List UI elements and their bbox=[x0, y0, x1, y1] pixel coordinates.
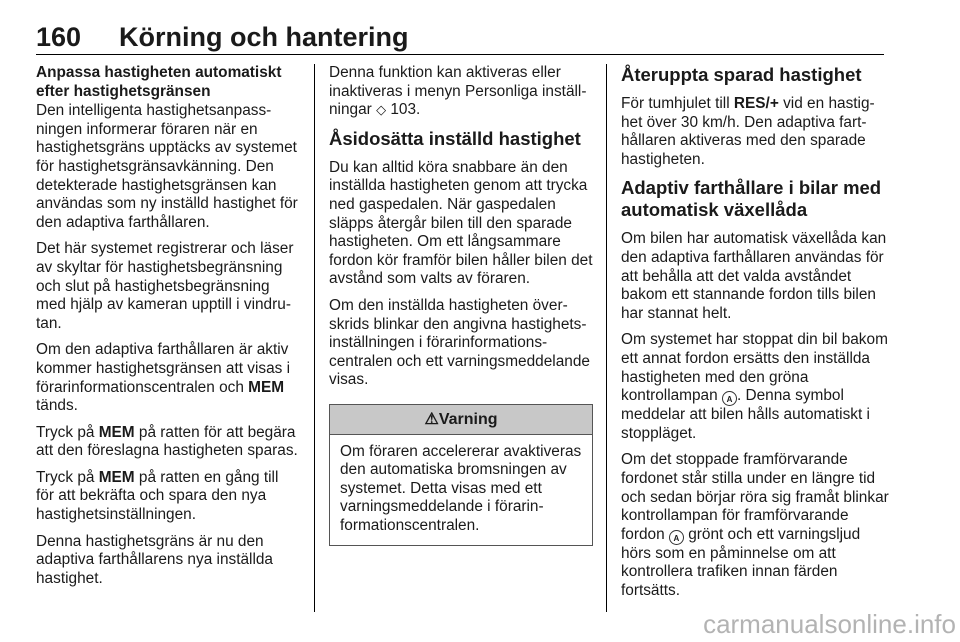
page-number: 160 bbox=[36, 22, 82, 52]
text: tänds. bbox=[36, 397, 78, 415]
page-reference-icon[interactable]: ◇ bbox=[376, 102, 387, 118]
text: på ratten en gång till för att bekräfta och spara den nya hastighetsinställningen. bbox=[36, 468, 279, 524]
warning-icon: ⚠ bbox=[424, 410, 439, 428]
text: Tryck på bbox=[36, 468, 99, 486]
header-rule bbox=[36, 54, 884, 55]
column-1 bbox=[36, 64, 300, 596]
section-heading-automatic: Adaptiv farthållare i bilar med automatisk växellåda bbox=[621, 177, 882, 221]
column-divider bbox=[314, 64, 315, 612]
warning-box bbox=[329, 404, 593, 547]
text: Denna funktion kan aktiveras eller inaktiveras i menyn Personliga inställningar bbox=[329, 64, 587, 119]
paragraph: Du kan alltid köra snabbare än den inställda hastigheten genom att trycka ned gaspedalen. När gaspedalen släpps återgår bilen till den sparade hastigheten. Om ett långsammare fordon kör framför bilen håller bilen det avstånd som valts av föraren. bbox=[329, 158, 593, 288]
chapter-title: Körning och hantering bbox=[119, 22, 409, 52]
paragraph: Det här systemet registrerar och läser av skyltar för hastighetsbegränsning och slut på hastighetsbegränsning med hjälp av kameran upptill i vindrutan. bbox=[36, 240, 294, 332]
column-3 bbox=[621, 64, 889, 608]
text: För tumhjulet till bbox=[621, 95, 734, 112]
paragraph bbox=[621, 95, 889, 169]
mem-label: MEM bbox=[98, 468, 135, 486]
watermark: carmanualsonline.info bbox=[703, 609, 956, 639]
page-header bbox=[36, 22, 884, 52]
vehicle-ahead-lamp-icon: A bbox=[669, 530, 684, 545]
text: grönt och ett varningsljud hörs som en påminnelse om att kontrollera trafiken innan färden fortsätts. bbox=[621, 525, 861, 599]
text: vid en hastighet över 30 km/h. Den adaptiva farthållaren aktiveras med den sparade hastigheten. bbox=[621, 95, 875, 168]
mem-label: MEM bbox=[248, 378, 285, 396]
text: . Denna symbol meddelar att bilen hålls automatiskt i stoppläget. bbox=[621, 387, 870, 442]
res-label: RES/+ bbox=[733, 95, 779, 112]
warning-body: Om föraren accelererar avaktiveras den automatiska bromsningen av systemet. Detta visas med ett varningsmeddelande i förarinformationscentralen. bbox=[340, 442, 582, 534]
text: Tryck på bbox=[36, 423, 99, 441]
warning-header bbox=[330, 405, 592, 435]
paragraph: Om bilen har automatisk växellåda kan den adaptiva farthållaren användas för att behålla att det valda avståndet bakom ett stannande fordon tills bilen har stannat helt. bbox=[621, 230, 887, 322]
section-heading-resume: Återuppta sparad hastighet bbox=[621, 64, 862, 85]
column-2 bbox=[329, 64, 593, 546]
text: Om det stoppade framförvarande fordonet står stilla under en längre tid och sedan börjar röra sig framåt blinkar kontrollampan för framförvarande fordon bbox=[621, 451, 889, 543]
paragraph bbox=[36, 469, 300, 525]
page-reference[interactable]: 103. bbox=[386, 101, 421, 119]
section-heading-override: Åsidosätta inställd hastighet bbox=[329, 127, 581, 149]
text: Om den adaptiva farthållaren är aktiv kommer hastighetsgränsen att visas i förarinformationscentralen och bbox=[36, 341, 291, 396]
text: Om systemet har stoppat din bil bakom ett annat fordon ersätts den inställda hastigheten med den gröna kontrollampan bbox=[621, 331, 888, 405]
paragraph bbox=[36, 341, 300, 415]
paragraph: Denna hastighetsgräns är nu den adaptiva farthållarens nya inställda hastighet. bbox=[36, 532, 273, 587]
paragraph bbox=[621, 331, 889, 443]
vehicle-ahead-lamp-icon: A bbox=[722, 391, 737, 406]
paragraph: Den intelligenta hastighetsanpassningen informerar föraren när en hastighetsgräns upptäcks av systemet för hastighetsgränsavkänning. Den detekterade hastighetsgränsen kan användas som ny inställd hastighet för den adaptiva farthållaren. bbox=[36, 102, 298, 231]
subheading-speed-limit: Anpassa hastigheten automatiskt efter hastighetsgränsen bbox=[36, 64, 282, 100]
paragraph bbox=[621, 451, 889, 600]
mem-label: MEM bbox=[98, 423, 135, 441]
column-divider bbox=[606, 64, 607, 612]
text: på ratten för att begära att den föreslagna hastigheten sparas. bbox=[36, 423, 298, 460]
paragraph: Om den inställda hastigheten överskrids blinkar den angivna hastighetsinställningen i förarinformationscentralen och ett varningsmeddelande visas. bbox=[329, 296, 590, 389]
paragraph bbox=[36, 424, 300, 461]
warning-title: Varning bbox=[438, 410, 498, 428]
paragraph bbox=[329, 64, 593, 120]
